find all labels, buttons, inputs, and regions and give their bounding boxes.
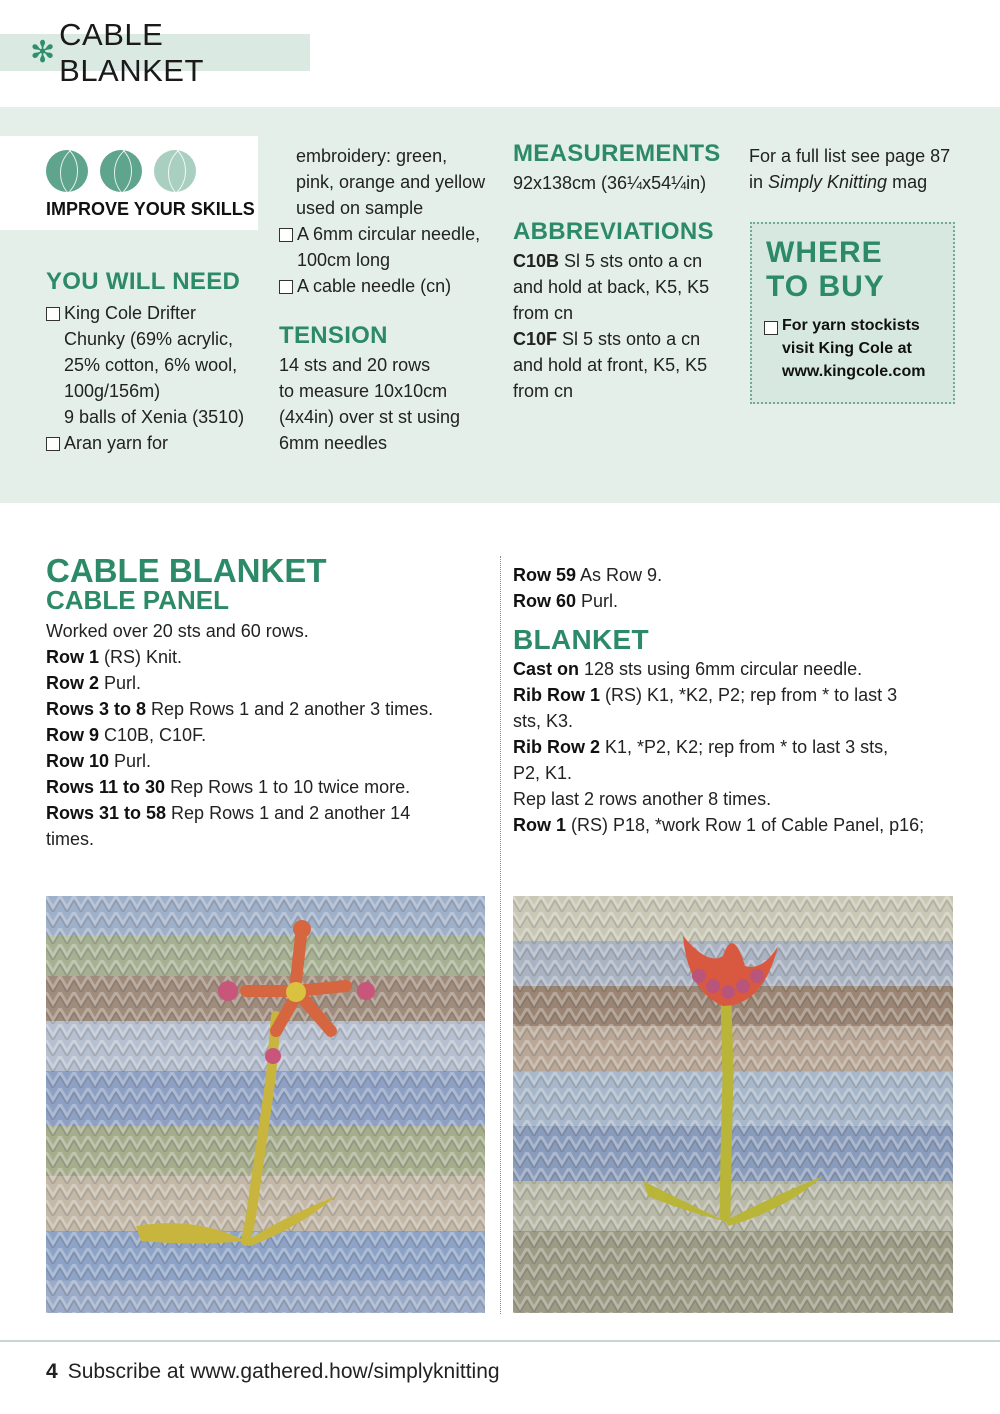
flower-icon: ✻ (30, 34, 56, 70)
yarn-ball-icon (154, 150, 196, 192)
row-term: Row 59 (513, 565, 577, 585)
skills-label: IMPROVE YOUR SKILLS (46, 199, 255, 219)
pattern-left-column (46, 552, 486, 852)
checklist-item (279, 273, 499, 299)
row-term: Row 2 (46, 673, 100, 693)
row-term: Rows 11 to 30 (46, 777, 166, 797)
row-term: Row 1 (513, 815, 567, 835)
item-line: 100cm long (297, 250, 391, 270)
page-number: 4 (46, 1360, 58, 1383)
row-term: Rib Row 2 (513, 737, 601, 757)
blanket-cast-on (513, 656, 963, 682)
heading-line: WHERE (766, 236, 883, 269)
measurements-heading: MEASUREMENTS (513, 140, 721, 167)
embroidered-flower-photo-right (513, 896, 953, 1313)
item-line: Chunky (69% acrylic, (64, 329, 234, 349)
section-header-tab (0, 16, 310, 88)
pattern-row (46, 670, 486, 696)
tension-line: 14 sts and 20 rows (279, 355, 431, 375)
item-line: A 6mm circular needle, (297, 224, 481, 244)
row-text: Purl. (109, 751, 152, 771)
pattern-row (46, 644, 486, 670)
abbrev-text: Sl 5 sts onto a cn (559, 251, 703, 271)
row-term: Rows 3 to 8 (46, 699, 147, 719)
abbreviation-c10f (513, 326, 743, 404)
pattern-title: CABLE BLANKET (46, 552, 327, 589)
item-line: A cable needle (cn) (297, 276, 452, 296)
tension-line: (4x4in) over st st using (279, 407, 461, 427)
full-list-note (749, 143, 979, 195)
pattern-row (46, 800, 486, 826)
tension-heading: TENSION (279, 322, 388, 349)
yarn-ball-icon (100, 150, 142, 192)
abbrev-text: from cn (513, 381, 574, 401)
tension-text (279, 352, 499, 456)
pattern-row-continued: times. (46, 829, 95, 849)
item-line: 9 balls of Xenia (3510) (64, 407, 245, 427)
row-text: Purl. (99, 673, 142, 693)
pattern-row (46, 748, 486, 774)
row-text: Purl. (576, 591, 619, 611)
row-term: Row 60 (513, 591, 577, 611)
text-part: mag (887, 172, 928, 192)
blanket-repeat: Rep last 2 rows another 8 times. (513, 789, 772, 809)
item-continuation (279, 143, 499, 221)
abbrev-text: from cn (513, 303, 574, 323)
row-term: Row 9 (46, 725, 100, 745)
where-to-buy-box (750, 222, 955, 404)
where-to-buy-item (764, 314, 949, 383)
abbrev-text: and hold at back, K5, K5 (513, 277, 710, 297)
pattern-row (46, 696, 486, 722)
column-divider (500, 556, 501, 1314)
row-text: Rep Rows 1 to 10 twice more. (165, 777, 411, 797)
row-text: Rep Rows 1 and 2 another 3 times. (146, 699, 434, 719)
item-line: embroidery: green, (296, 146, 448, 166)
row-text: C10B, C10F. (99, 725, 207, 745)
row-term: Row 10 (46, 751, 110, 771)
abbrev-term: C10F (513, 329, 558, 349)
wtb-url[interactable]: www.kingcole.com (782, 363, 926, 380)
item-line: used on sample (296, 198, 424, 218)
wtb-line: For yarn stockists (782, 317, 920, 334)
row-text: 128 sts using 6mm circular needle. (579, 659, 863, 679)
abbrev-text: Sl 5 sts onto a cn (557, 329, 701, 349)
abbreviations-heading: ABBREVIATIONS (513, 218, 714, 245)
blanket-rib-row-1 (513, 682, 963, 708)
pattern-row (46, 722, 486, 748)
blanket-rib-row-1-cont: sts, K3. (513, 711, 574, 731)
row-text: (RS) Knit. (99, 647, 183, 667)
you-will-need-heading: YOU WILL NEED (46, 268, 241, 295)
skill-level-indicator (46, 150, 196, 192)
pattern-row (513, 562, 963, 588)
text-part: in (749, 172, 769, 192)
pattern-subtitle: CABLE PANEL (46, 585, 229, 615)
section-title: CABLE BLANKET (59, 16, 204, 88)
pattern-right-column (513, 562, 963, 838)
abbrev-term: C10B (513, 251, 560, 271)
skills-box (0, 136, 258, 230)
row-text: As Row 9. (576, 565, 663, 585)
blanket-rib-row-2-cont: P2, K1. (513, 763, 573, 783)
item-line: Aran yarn for (64, 433, 169, 453)
subscribe-link[interactable]: Subscribe at www.gathered.how/simplyknitting (67, 1360, 500, 1383)
full-list-line: For a full list see page 87 (749, 146, 951, 166)
tension-section (279, 322, 499, 456)
footer (46, 1360, 500, 1384)
blanket-row-1 (513, 812, 963, 838)
row-text: (RS) P18, *work Row 1 of Cable Panel, p16; (566, 815, 925, 835)
blanket-rib-row-2 (513, 734, 963, 760)
checklist-item (46, 300, 261, 430)
heading-line: TO BUY (766, 270, 885, 303)
pattern-intro: Worked over 20 sts and 60 rows. (46, 621, 309, 641)
you-will-need-continued (279, 143, 499, 299)
abbrev-text: and hold at front, K5, K5 (513, 355, 708, 375)
measurements-section (513, 140, 743, 196)
yarn-ball-icon (46, 150, 88, 192)
abbreviation-c10b (513, 248, 743, 326)
row-text: Rep Rows 1 and 2 another 14 (166, 803, 411, 823)
row-term: Cast on (513, 659, 580, 679)
pattern-row (513, 588, 963, 614)
footer-rule (0, 1340, 1000, 1342)
tension-line: 6mm needles (279, 433, 388, 453)
measurements-value: 92x138cm (36¼x54¼in) (513, 173, 707, 193)
embroidered-flower-photo-left (46, 896, 485, 1313)
where-to-buy-heading (766, 236, 885, 304)
blanket-heading: BLANKET (513, 624, 649, 655)
row-term: Row 1 (46, 647, 100, 667)
item-line: 25% cotton, 6% wool, (64, 355, 238, 375)
item-line: pink, orange and yellow (296, 172, 486, 192)
magazine-name: Simply Knitting (768, 172, 888, 192)
row-term: Rows 31 to 58 (46, 803, 167, 823)
checklist-item (279, 221, 499, 273)
row-text: K1, *P2, K2; rep from * to last 3 sts, (600, 737, 889, 757)
tension-line: to measure 10x10cm (279, 381, 448, 401)
abbreviations-section (513, 218, 743, 404)
you-will-need-section (46, 268, 261, 456)
checklist-item (46, 430, 261, 456)
item-line: King Cole Drifter (64, 303, 197, 323)
row-text: (RS) K1, *K2, P2; rep from * to last 3 (600, 685, 898, 705)
wtb-line: visit King Cole at (782, 340, 912, 357)
pattern-row (46, 774, 486, 800)
row-term: Rib Row 1 (513, 685, 601, 705)
item-line: 100g/156m) (64, 381, 161, 401)
full-list-line (749, 169, 979, 195)
